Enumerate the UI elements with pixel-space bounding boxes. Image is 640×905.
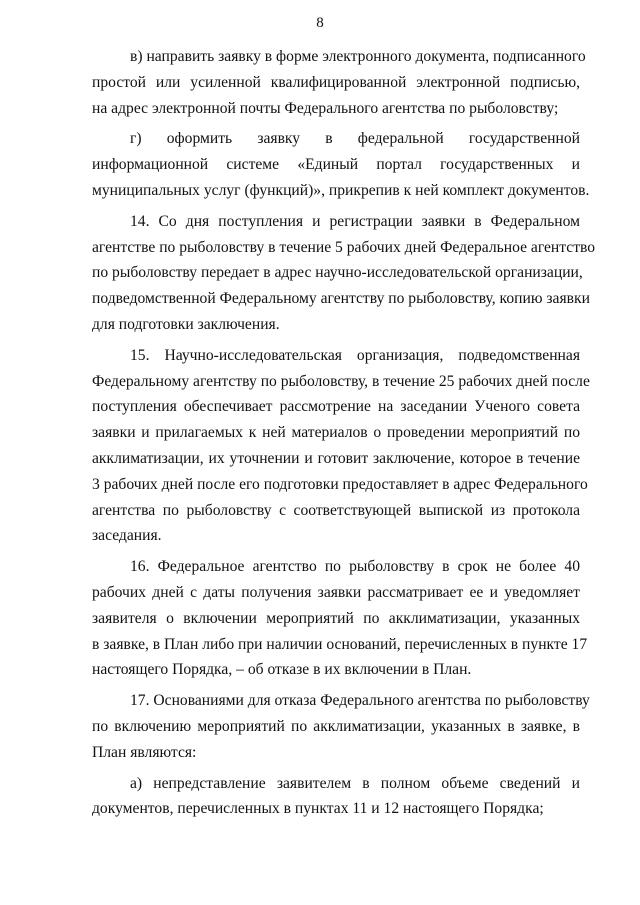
paragraph-item-g <box>92 126 590 203</box>
text-line: информационной системе «Единый портал государственных и <box>92 156 580 174</box>
text-line: настоящего Порядка, – об отказе в их включении в План. <box>92 661 472 679</box>
text-line: 3 рабочих дней после его подготовки предоставляет в адрес Федерального <box>92 475 588 493</box>
text-line: 14. Со дня поступления и регистрации заявки в Федеральном <box>130 212 580 230</box>
text-line: заявителя о включении мероприятий по акклиматизации, указанных <box>92 609 580 627</box>
text-line: а) непредставление заявителем в полном объеме сведений и <box>130 774 580 792</box>
text-line: в) направить заявку в форме электронного документа, подписанного <box>130 48 586 65</box>
document-body <box>92 44 596 827</box>
paragraph-clause-15 <box>92 343 590 549</box>
text-line: для подготовки заключения. <box>92 315 280 333</box>
text-line: акклиматизации, их уточнении и готовит заключение, которое в течение <box>92 449 580 467</box>
paragraph-item-v <box>92 44 586 121</box>
text-line: в заявке, в План либо при наличии оснований, перечисленных в пункте 17 <box>92 635 588 653</box>
text-line: 16. Федеральное агентство по рыболовству в срок не более 40 <box>130 558 580 576</box>
text-line: по рыболовству передает в адрес научно-исследовательской организации, <box>92 264 583 282</box>
text-line: подведомственной Федеральному агентству по рыболовству, копию заявки <box>92 290 590 308</box>
paragraph-clause-17 <box>92 688 590 765</box>
text-line: заявки и прилагаемых к ней материалов о проведении мероприятий по <box>92 424 580 442</box>
text-line: на адрес электронной почты Федерального агентства по рыболовству; <box>92 99 559 117</box>
text-line: Федеральному агентству по рыболовству, в течение 25 рабочих дней после <box>92 372 590 390</box>
paragraph-clause-17-a <box>92 771 580 823</box>
text-line: муниципальных услуг (функций)», прикрепив к ней комплект документов. <box>92 181 590 199</box>
page-number: 8 <box>316 15 324 31</box>
text-line: агентстве по рыболовству в течение 5 рабочих дней Федеральное агентство <box>92 238 596 256</box>
text-line: г) оформить заявку в федеральной государственной <box>130 130 580 148</box>
paragraph-clause-16 <box>92 554 588 683</box>
text-line: 17. Основаниями для отказа Федерального агентства по рыболовству <box>130 692 590 710</box>
paragraph-clause-14 <box>92 209 596 338</box>
text-line: поступления обеспечивает рассмотрение на заседании Ученого совета <box>92 398 580 416</box>
text-line: рабочих дней с даты получения заявки рассматривает ее и уведомляет <box>92 583 580 601</box>
text-line: заседания. <box>92 527 162 545</box>
text-line: простой или усиленной квалифицированной электронной подписью, <box>92 73 580 91</box>
text-line: агентства по рыболовству с соответствующей выпиской из протокола <box>92 501 580 519</box>
text-line: 15. Научно-исследовательская организация, подведомственная <box>130 346 580 364</box>
text-line: по включению мероприятий по акклиматизации, указанных в заявке, в <box>92 717 580 735</box>
text-line: документов, перечисленных в пунктах 11 и 12 настоящего Порядка; <box>92 800 544 818</box>
text-line: План являются: <box>92 743 197 761</box>
